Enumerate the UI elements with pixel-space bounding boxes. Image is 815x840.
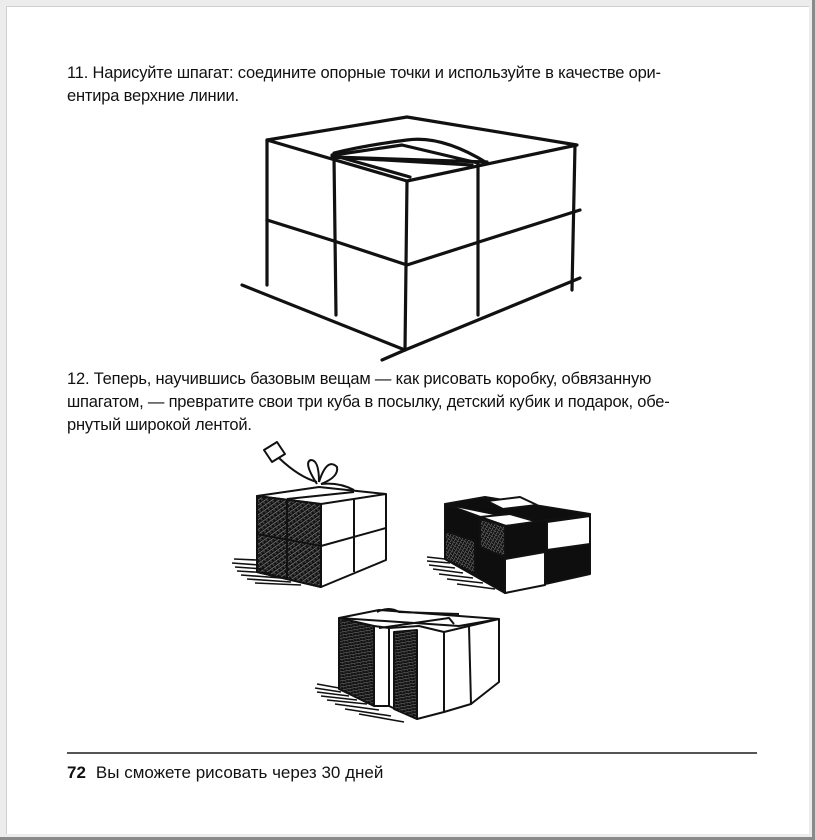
text-line: 11. Нарисуйте шпагат: соедините опорные точки и используйте в качестве ори- (67, 64, 661, 82)
parcel-drawing (229, 442, 399, 592)
checkered-block-drawing (425, 489, 605, 599)
ribbon-gift-drawing (309, 604, 509, 734)
text-line: ентира верхние линии. (67, 87, 239, 105)
page-number: 72 (67, 763, 86, 782)
exercise-12-text (67, 368, 767, 437)
footer-rule (67, 752, 757, 754)
book-page (6, 6, 809, 834)
exercise-11-text (67, 62, 767, 108)
text-line: 12. Теперь, научившись базовым вещам — как рисовать коробку, обвязанную (67, 370, 652, 388)
text-line: шпагатом, — превратите свои три куба в посылку, детский кубик и подарок, обе- (67, 393, 670, 411)
page-footer (67, 763, 383, 783)
box-with-string-drawing (232, 115, 602, 365)
book-title: Вы сможете рисовать через 30 дней (95, 763, 384, 782)
text-line: рнутый широкой лентой. (67, 416, 252, 434)
